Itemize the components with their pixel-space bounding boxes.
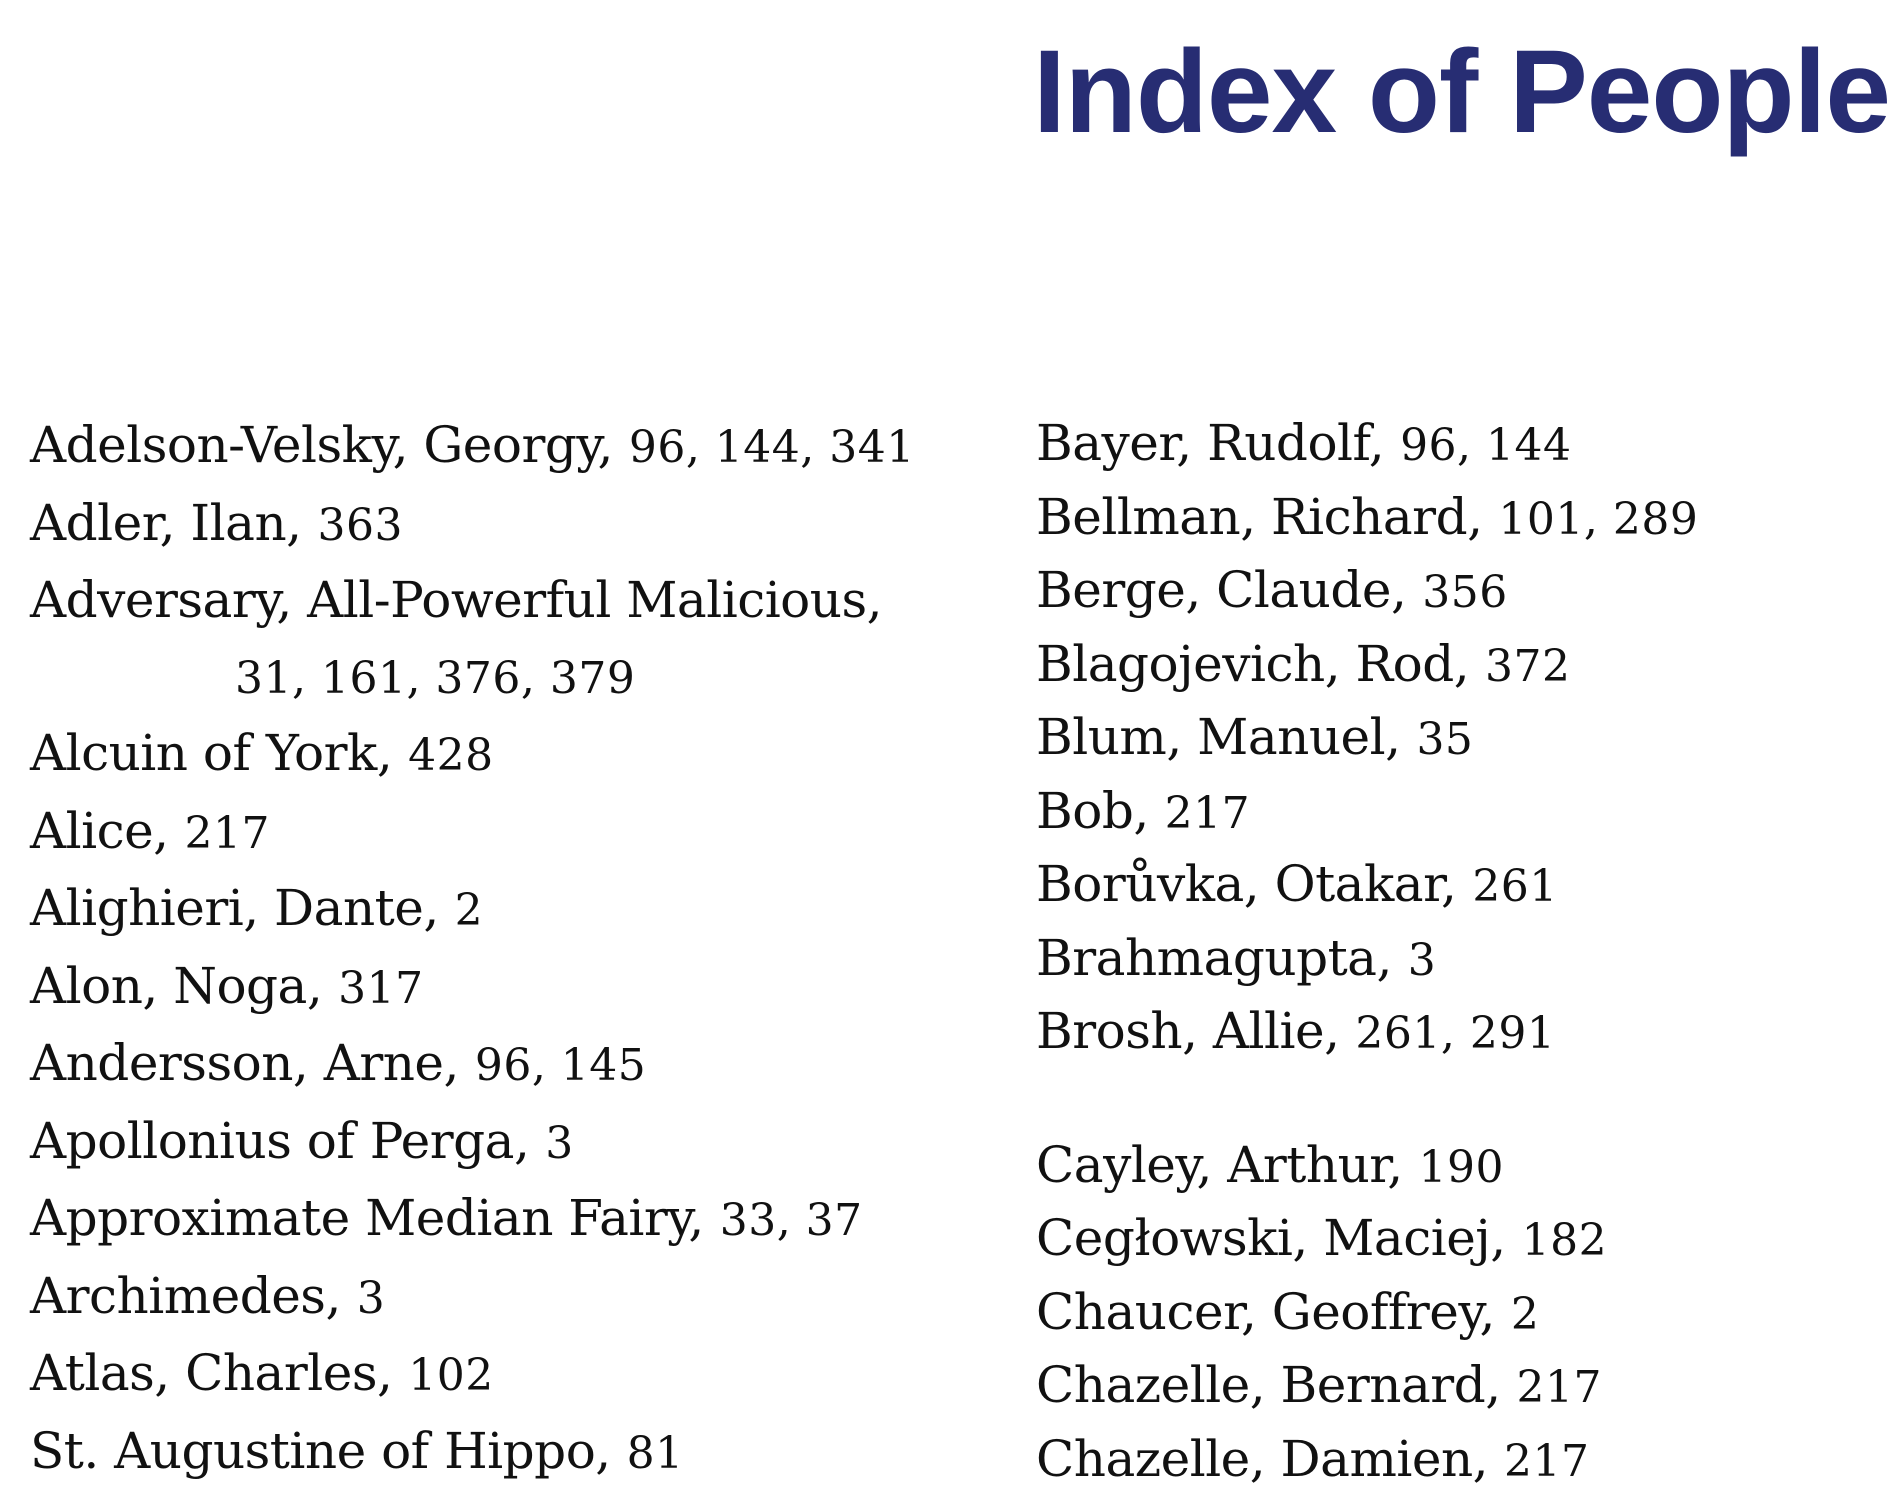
entry-name: Adelson-Velsky, Georgy, xyxy=(30,416,613,474)
entry-pages: 182 xyxy=(1522,1215,1607,1266)
index-entry xyxy=(30,1336,915,1414)
entry-name: Alighieri, Dante, xyxy=(30,879,439,937)
entry-name: St. Augustine of Hippo, xyxy=(30,1422,611,1480)
entry-name: Chazelle, Damien, xyxy=(1036,1430,1488,1488)
index-entry xyxy=(30,716,915,794)
entry-pages: 3 xyxy=(1408,935,1437,986)
index-entry xyxy=(30,563,915,716)
page-title: Index of People xyxy=(1033,28,1890,158)
entry-pages: 363 xyxy=(317,500,402,551)
entry-name: Borůvka, Otakar, xyxy=(1036,855,1456,913)
index-entry xyxy=(1036,629,1698,703)
entry-name: Bellman, Richard, xyxy=(1036,488,1482,546)
index-entry xyxy=(1036,996,1698,1070)
index-entry xyxy=(30,1259,915,1337)
index-entry xyxy=(1036,1130,1698,1204)
entry-name: Chazelle, Bernard, xyxy=(1036,1356,1501,1414)
letter-group-gap xyxy=(1036,1070,1698,1130)
entry-pages: 96, 145 xyxy=(475,1040,646,1091)
entry-name: Chaucer, Geoffrey, xyxy=(1036,1283,1495,1341)
entry-pages: 3 xyxy=(545,1118,574,1169)
entry-pages: 356 xyxy=(1422,567,1507,618)
entry-name: Berge, Claude, xyxy=(1036,561,1406,619)
index-entry xyxy=(30,949,915,1027)
entry-pages: 96, 144, 341 xyxy=(629,422,915,473)
index-entry xyxy=(1036,1350,1698,1424)
index-entry xyxy=(30,794,915,872)
index-entry xyxy=(1036,1277,1698,1351)
entry-pages: 102 xyxy=(408,1350,493,1401)
index-entry xyxy=(1036,408,1698,482)
index-entry xyxy=(30,486,915,564)
entry-pages: 3 xyxy=(357,1273,386,1324)
index-entry xyxy=(1036,702,1698,776)
entry-pages: 372 xyxy=(1485,641,1570,692)
entry-pages: 35 xyxy=(1416,714,1473,765)
index-entry xyxy=(1036,482,1698,556)
entry-name: Brahmagupta, xyxy=(1036,929,1392,987)
entry-name: Alcuin of York, xyxy=(30,724,392,782)
entry-name: Brosh, Allie, xyxy=(1036,1002,1339,1060)
entry-pages: 217 xyxy=(1517,1362,1602,1413)
index-entry xyxy=(30,1181,915,1259)
index-entry xyxy=(1036,1203,1698,1277)
entry-pages: 261 xyxy=(1472,861,1557,912)
entry-pages: 96, 144 xyxy=(1400,420,1571,471)
entry-pages: 31, 161, 376, 379 xyxy=(235,653,635,704)
index-entry xyxy=(30,408,915,486)
entry-pages: 101, 289 xyxy=(1498,494,1698,545)
index-column-left xyxy=(30,408,915,1491)
entry-pages: 2 xyxy=(1511,1289,1540,1340)
entry-name: Andersson, Arne, xyxy=(30,1034,459,1092)
entry-pages: 2 xyxy=(455,885,484,936)
entry-name: Bayer, Rudolf, xyxy=(1036,414,1384,472)
entry-name: Adversary, All-Powerful Malicious, xyxy=(30,571,882,629)
entry-pages: 428 xyxy=(408,730,493,781)
index-entry xyxy=(1036,923,1698,997)
entry-name: Atlas, Charles, xyxy=(30,1344,392,1402)
index-entry xyxy=(30,1026,915,1104)
entry-pages: 217 xyxy=(184,808,269,859)
entry-name: Blagojevich, Rod, xyxy=(1036,635,1469,693)
index-column-right xyxy=(1036,408,1698,1497)
index-entry xyxy=(1036,555,1698,629)
entry-name: Bob, xyxy=(1036,782,1149,840)
entry-pages: 33, 37 xyxy=(720,1195,863,1246)
index-entry xyxy=(30,1414,915,1492)
entry-name: Archimedes, xyxy=(30,1267,341,1325)
entry-pages: 261, 291 xyxy=(1355,1008,1555,1059)
entry-name: Cegłowski, Maciej, xyxy=(1036,1209,1506,1267)
entry-pages: 81 xyxy=(627,1428,684,1479)
index-entry xyxy=(1036,1424,1698,1497)
entry-pages: 317 xyxy=(338,963,423,1014)
entry-name: Adler, Ilan, xyxy=(30,494,302,552)
index-entry xyxy=(1036,849,1698,923)
entry-name: Approximate Median Fairy, xyxy=(30,1189,704,1247)
entry-name: Alice, xyxy=(30,802,169,860)
entry-pages: 217 xyxy=(1504,1436,1589,1487)
entry-pages: 217 xyxy=(1165,788,1250,839)
entry-name: Blum, Manuel, xyxy=(1036,708,1401,766)
index-entry xyxy=(30,871,915,949)
entry-name: Alon, Noga, xyxy=(30,957,322,1015)
entry-name: Cayley, Arthur, xyxy=(1036,1136,1403,1194)
entry-name: Apollonius of Perga, xyxy=(30,1112,529,1170)
index-entry xyxy=(1036,776,1698,850)
index-entry xyxy=(30,1104,915,1182)
entry-pages: 190 xyxy=(1419,1142,1504,1193)
